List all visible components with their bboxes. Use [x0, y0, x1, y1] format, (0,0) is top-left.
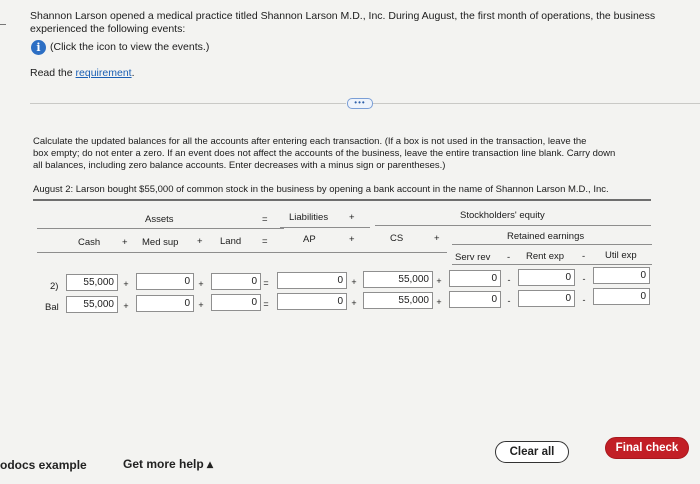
expand-button[interactable]: ••• — [347, 98, 373, 109]
rent-exp-input-row-2[interactable] — [518, 269, 575, 286]
col-cs: CS — [390, 233, 404, 244]
col-land: Land — [220, 236, 242, 247]
ap-input-row-2[interactable] — [277, 272, 347, 289]
header-liabilities: Liabilities — [289, 212, 329, 223]
op-plus-r2-1: + — [123, 301, 129, 311]
header-line-retained — [452, 244, 652, 245]
header-line-assets — [37, 228, 284, 229]
ap-input-bal[interactable] — [277, 293, 347, 310]
med-sup-input-row-2[interactable] — [136, 273, 194, 290]
op-minus-r1-1: - — [507, 275, 511, 285]
med-sup-input-bal[interactable] — [136, 295, 194, 312]
col-serv-rev: Serv rev — [455, 252, 491, 263]
read-prefix: Read the — [30, 67, 76, 79]
cs-input-row-2[interactable] — [363, 271, 433, 288]
transaction-text: August 2: Larson bought $55,000 of common stock in the business by opening a bank account in the name of Shannon Larson M.D., Inc. — [33, 184, 609, 195]
op-plus-r1-2: + — [198, 279, 204, 289]
op-plus-r1-4: + — [436, 276, 442, 286]
section-divider-left — [30, 103, 346, 104]
serv-rev-input-bal[interactable] — [449, 291, 501, 308]
op-plus-r1-1: + — [123, 279, 129, 289]
info-icon[interactable]: i — [31, 40, 46, 55]
op-eq-r1: = — [263, 278, 269, 288]
intro-line-1: Shannon Larson opened a medical practice titled Shannon Larson M.D., Inc. During August, the first month of operations, the business — [30, 10, 656, 22]
header-line-subcols — [452, 264, 652, 265]
header-assets: Assets — [145, 214, 174, 225]
col-plus-2: + — [197, 236, 203, 247]
cash-input-row-2[interactable] — [66, 274, 118, 291]
instructions-line-1: Calculate the updated balances for all the accounts after entering each transaction. (If a box is not used in the transaction, leave the — [33, 136, 587, 147]
util-exp-input-row-2[interactable] — [593, 267, 650, 284]
land-input-row-2[interactable] — [211, 273, 261, 290]
transaction-underline — [33, 199, 651, 201]
header-plus-1: + — [349, 212, 355, 223]
events-link[interactable]: (Click the icon to view the events.) — [50, 41, 210, 53]
col-plus-3: + — [349, 234, 355, 245]
col-minus-2: - — [582, 251, 586, 262]
op-eq-r2: = — [263, 299, 269, 309]
util-exp-input-bal[interactable] — [593, 288, 650, 305]
read-suffix: . — [131, 67, 135, 79]
col-ap: AP — [303, 234, 316, 245]
header-stockholders-equity: Stockholders' equity — [460, 210, 545, 221]
final-check-button[interactable]: Final check — [605, 437, 689, 459]
col-med-sup: Med sup — [142, 237, 179, 248]
requirement-link[interactable]: requirement — [75, 67, 132, 79]
read-requirement — [30, 67, 135, 80]
left-edge-marker — [0, 24, 6, 25]
col-util-exp: Util exp — [605, 250, 637, 261]
col-plus-1: + — [122, 237, 128, 248]
header-line-equity — [375, 225, 651, 226]
footer-example-link[interactable]: odocs example — [0, 458, 87, 472]
instructions-line-2: box empty; do not enter a zero. If an event does not affect the accounts of the business, leave the entire transaction line blank. Carry down — [33, 148, 616, 159]
row-label-bal: Bal — [45, 302, 59, 313]
header-line-liabilities — [280, 227, 370, 228]
col-cash: Cash — [78, 237, 101, 248]
op-plus-r2-3: + — [351, 298, 357, 308]
op-minus-r1-2: - — [582, 274, 586, 284]
land-input-bal[interactable] — [211, 294, 261, 311]
col-minus-1: - — [507, 252, 511, 263]
op-minus-r2-2: - — [582, 295, 586, 305]
header-line-row2 — [37, 252, 447, 253]
section-divider-right — [373, 103, 700, 104]
get-more-help-link[interactable]: Get more help ▴ — [123, 457, 214, 471]
col-plus-4: + — [434, 233, 440, 244]
op-minus-r2-1: - — [507, 296, 511, 306]
cash-input-bal[interactable] — [66, 296, 118, 313]
rent-exp-input-bal[interactable] — [518, 290, 575, 307]
col-rent-exp: Rent exp — [526, 251, 565, 262]
intro-line-2: experienced the following events: — [30, 23, 186, 35]
serv-rev-input-row-2[interactable] — [449, 270, 501, 287]
header-retained-earnings: Retained earnings — [507, 231, 585, 242]
header-eq: = — [262, 214, 268, 225]
op-plus-r1-3: + — [351, 277, 357, 287]
op-plus-r2-2: + — [198, 300, 204, 310]
col-eq: = — [262, 236, 268, 247]
cs-input-bal[interactable] — [363, 292, 433, 309]
op-plus-r2-4: + — [436, 297, 442, 307]
clear-all-button[interactable]: Clear all — [495, 441, 569, 463]
instructions-line-3: all balances, including zero balance accounts. Enter decreases with a minus sign or parentheses.) — [33, 160, 446, 171]
row-label-2: 2) — [50, 281, 59, 292]
